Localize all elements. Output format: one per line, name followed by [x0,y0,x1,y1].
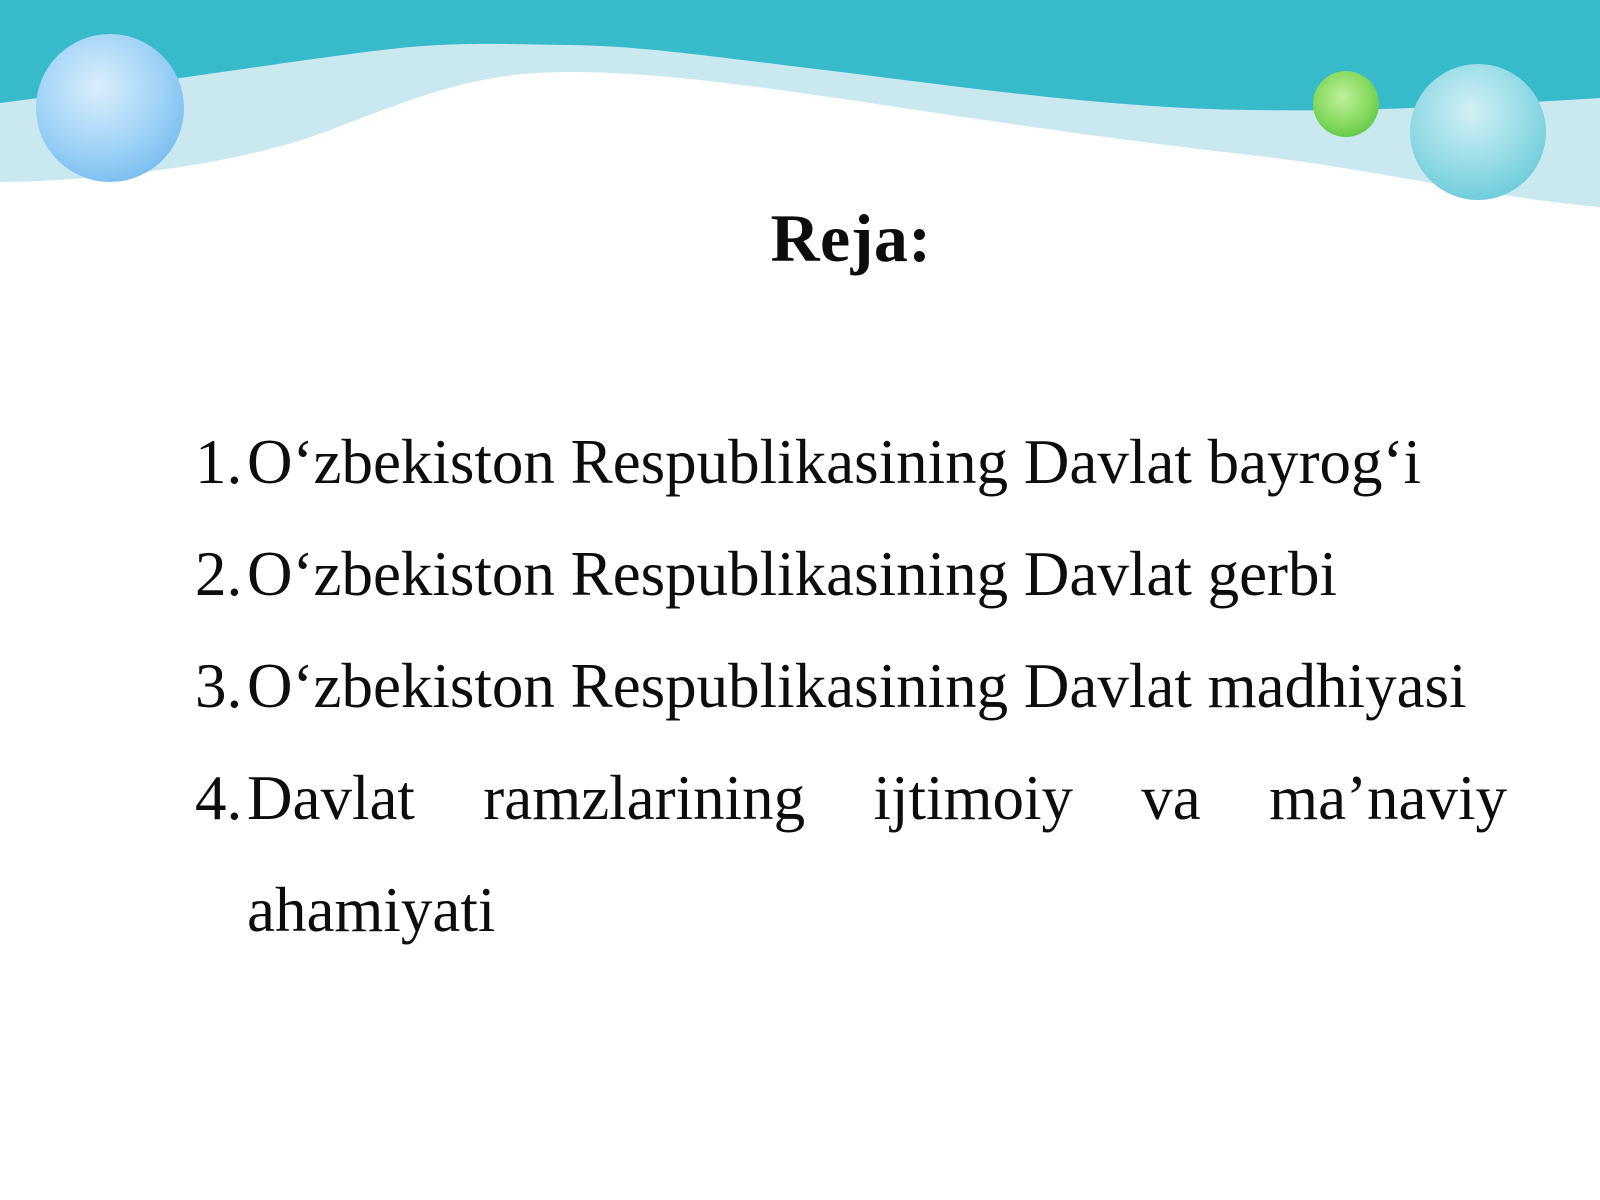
list-item [195,406,1507,518]
list-item-text: O‘zbekiston Respublikasining Davlat bayrog‘i [247,427,1422,497]
list-item [195,518,1507,630]
plan-list [195,406,1507,966]
bubble-blue-icon [36,34,184,182]
list-item-text: O‘zbekiston Respublikasining Davlat gerbi [247,539,1338,609]
list-item-text: Davlat ramzlarining ijtimoiy va ma’naviy ahamiyati [247,763,1507,945]
list-item [195,742,1507,966]
list-item-number: 4. [195,763,243,833]
list-item-number: 3. [195,651,243,721]
list-item [195,630,1507,742]
list-item-number: 2. [195,539,243,609]
list-item-text: O‘zbekiston Respublikasining Davlat madhiyasi [247,651,1467,721]
bubble-green-icon [1313,71,1379,137]
list-item-number: 1. [195,427,243,497]
page-title: Reja: [770,200,932,276]
bubble-teal-icon [1410,64,1546,200]
